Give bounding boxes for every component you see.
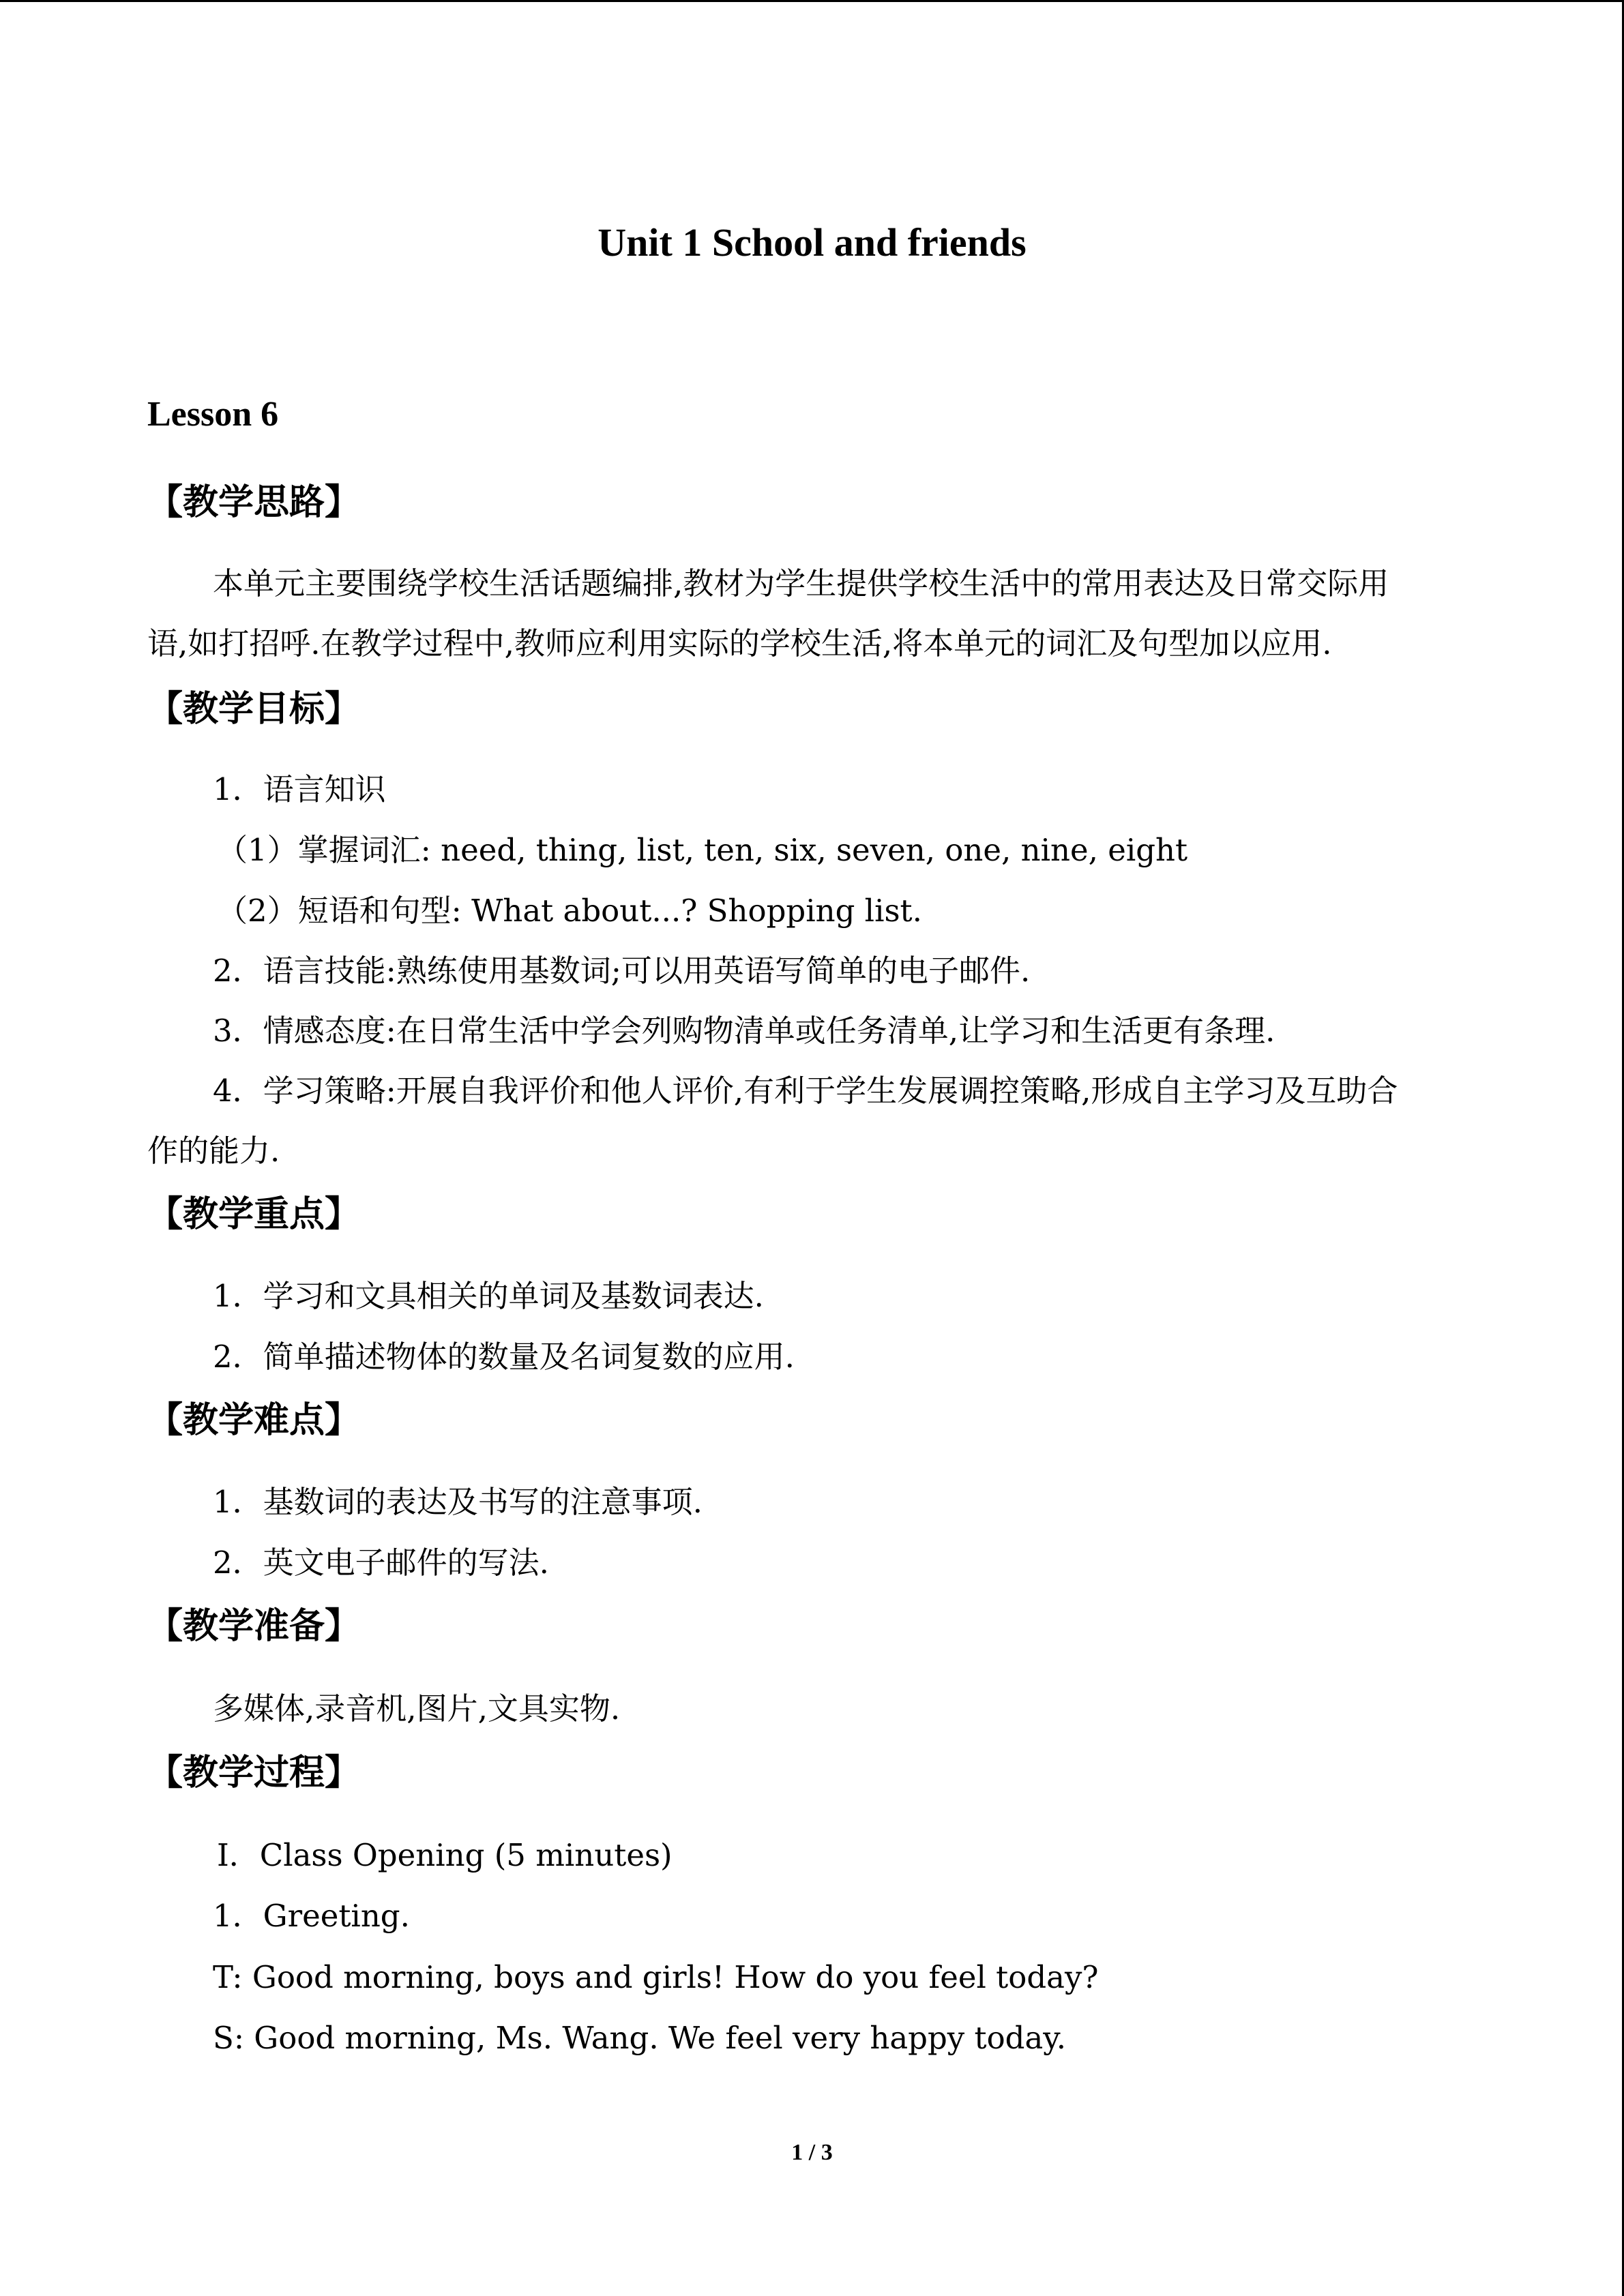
goals-line: 作的能力. [147, 1133, 280, 1169]
heading-process: 【教学过程】 [147, 1753, 361, 1793]
thinking-line: 本单元主要围绕学校生活话题编排,教材为学生提供学校生活中的常用表达及日常交际用 [213, 565, 1389, 601]
key-points-line: 1．学习和文具相关的单词及基数词表达. [213, 1278, 764, 1314]
goals-line: 1．语言知识 [213, 771, 386, 807]
goals-line: 4．学习策略:开展自我评价和他人评价,有利于学生发展调控策略,形成自主学习及互助合 [213, 1073, 1398, 1109]
heading-goals: 【教学目标】 [147, 689, 361, 730]
process-line: S: Good morning, Ms. Wang. We feel very happy today. [213, 2020, 1067, 2056]
preparation-line: 多媒体,录音机,图片,文具实物. [213, 1690, 621, 1727]
page-title: Unit 1 School and friends [597, 220, 1027, 265]
goals-line: 2．语言技能:熟练使用基数词;可以用英语写简单的电子邮件. [213, 953, 1031, 989]
process-line: Ⅰ．Class Opening (5 minutes) [217, 1837, 673, 1873]
difficulties-line: 2．英文电子邮件的写法. [213, 1545, 549, 1581]
difficulties-line: 1．基数词的表达及书写的注意事项. [213, 1484, 703, 1520]
heading-preparation: 【教学准备】 [147, 1606, 361, 1647]
lesson-label: Lesson 6 [147, 395, 279, 434]
process-line: 1．Greeting. [213, 1898, 410, 1934]
heading-difficulties: 【教学难点】 [147, 1400, 361, 1441]
process-line: T: Good morning, boys and girls! How do you feel today? [213, 1959, 1099, 1995]
heading-key-points: 【教学重点】 [147, 1194, 361, 1235]
goals-line: （2）短语和句型: What about...? Shopping list. [217, 893, 922, 929]
goals-line: （1）掌握词汇: need, thing, list, ten, six, seven, one, nine, eight [217, 832, 1188, 868]
key-points-line: 2．简单描述物体的数量及名词复数的应用. [213, 1339, 795, 1375]
thinking-line: 语,如打招呼.在教学过程中,教师应利用实际的学校生活,将本单元的词汇及句型加以应用. [147, 625, 1332, 661]
page-number: 1 / 3 [791, 2140, 833, 2165]
goals-line: 3．情感态度:在日常生活中学会列购物清单或任务清单,让学习和生活更有条理. [213, 1013, 1275, 1049]
heading-thinking: 【教学思路】 [147, 482, 361, 523]
